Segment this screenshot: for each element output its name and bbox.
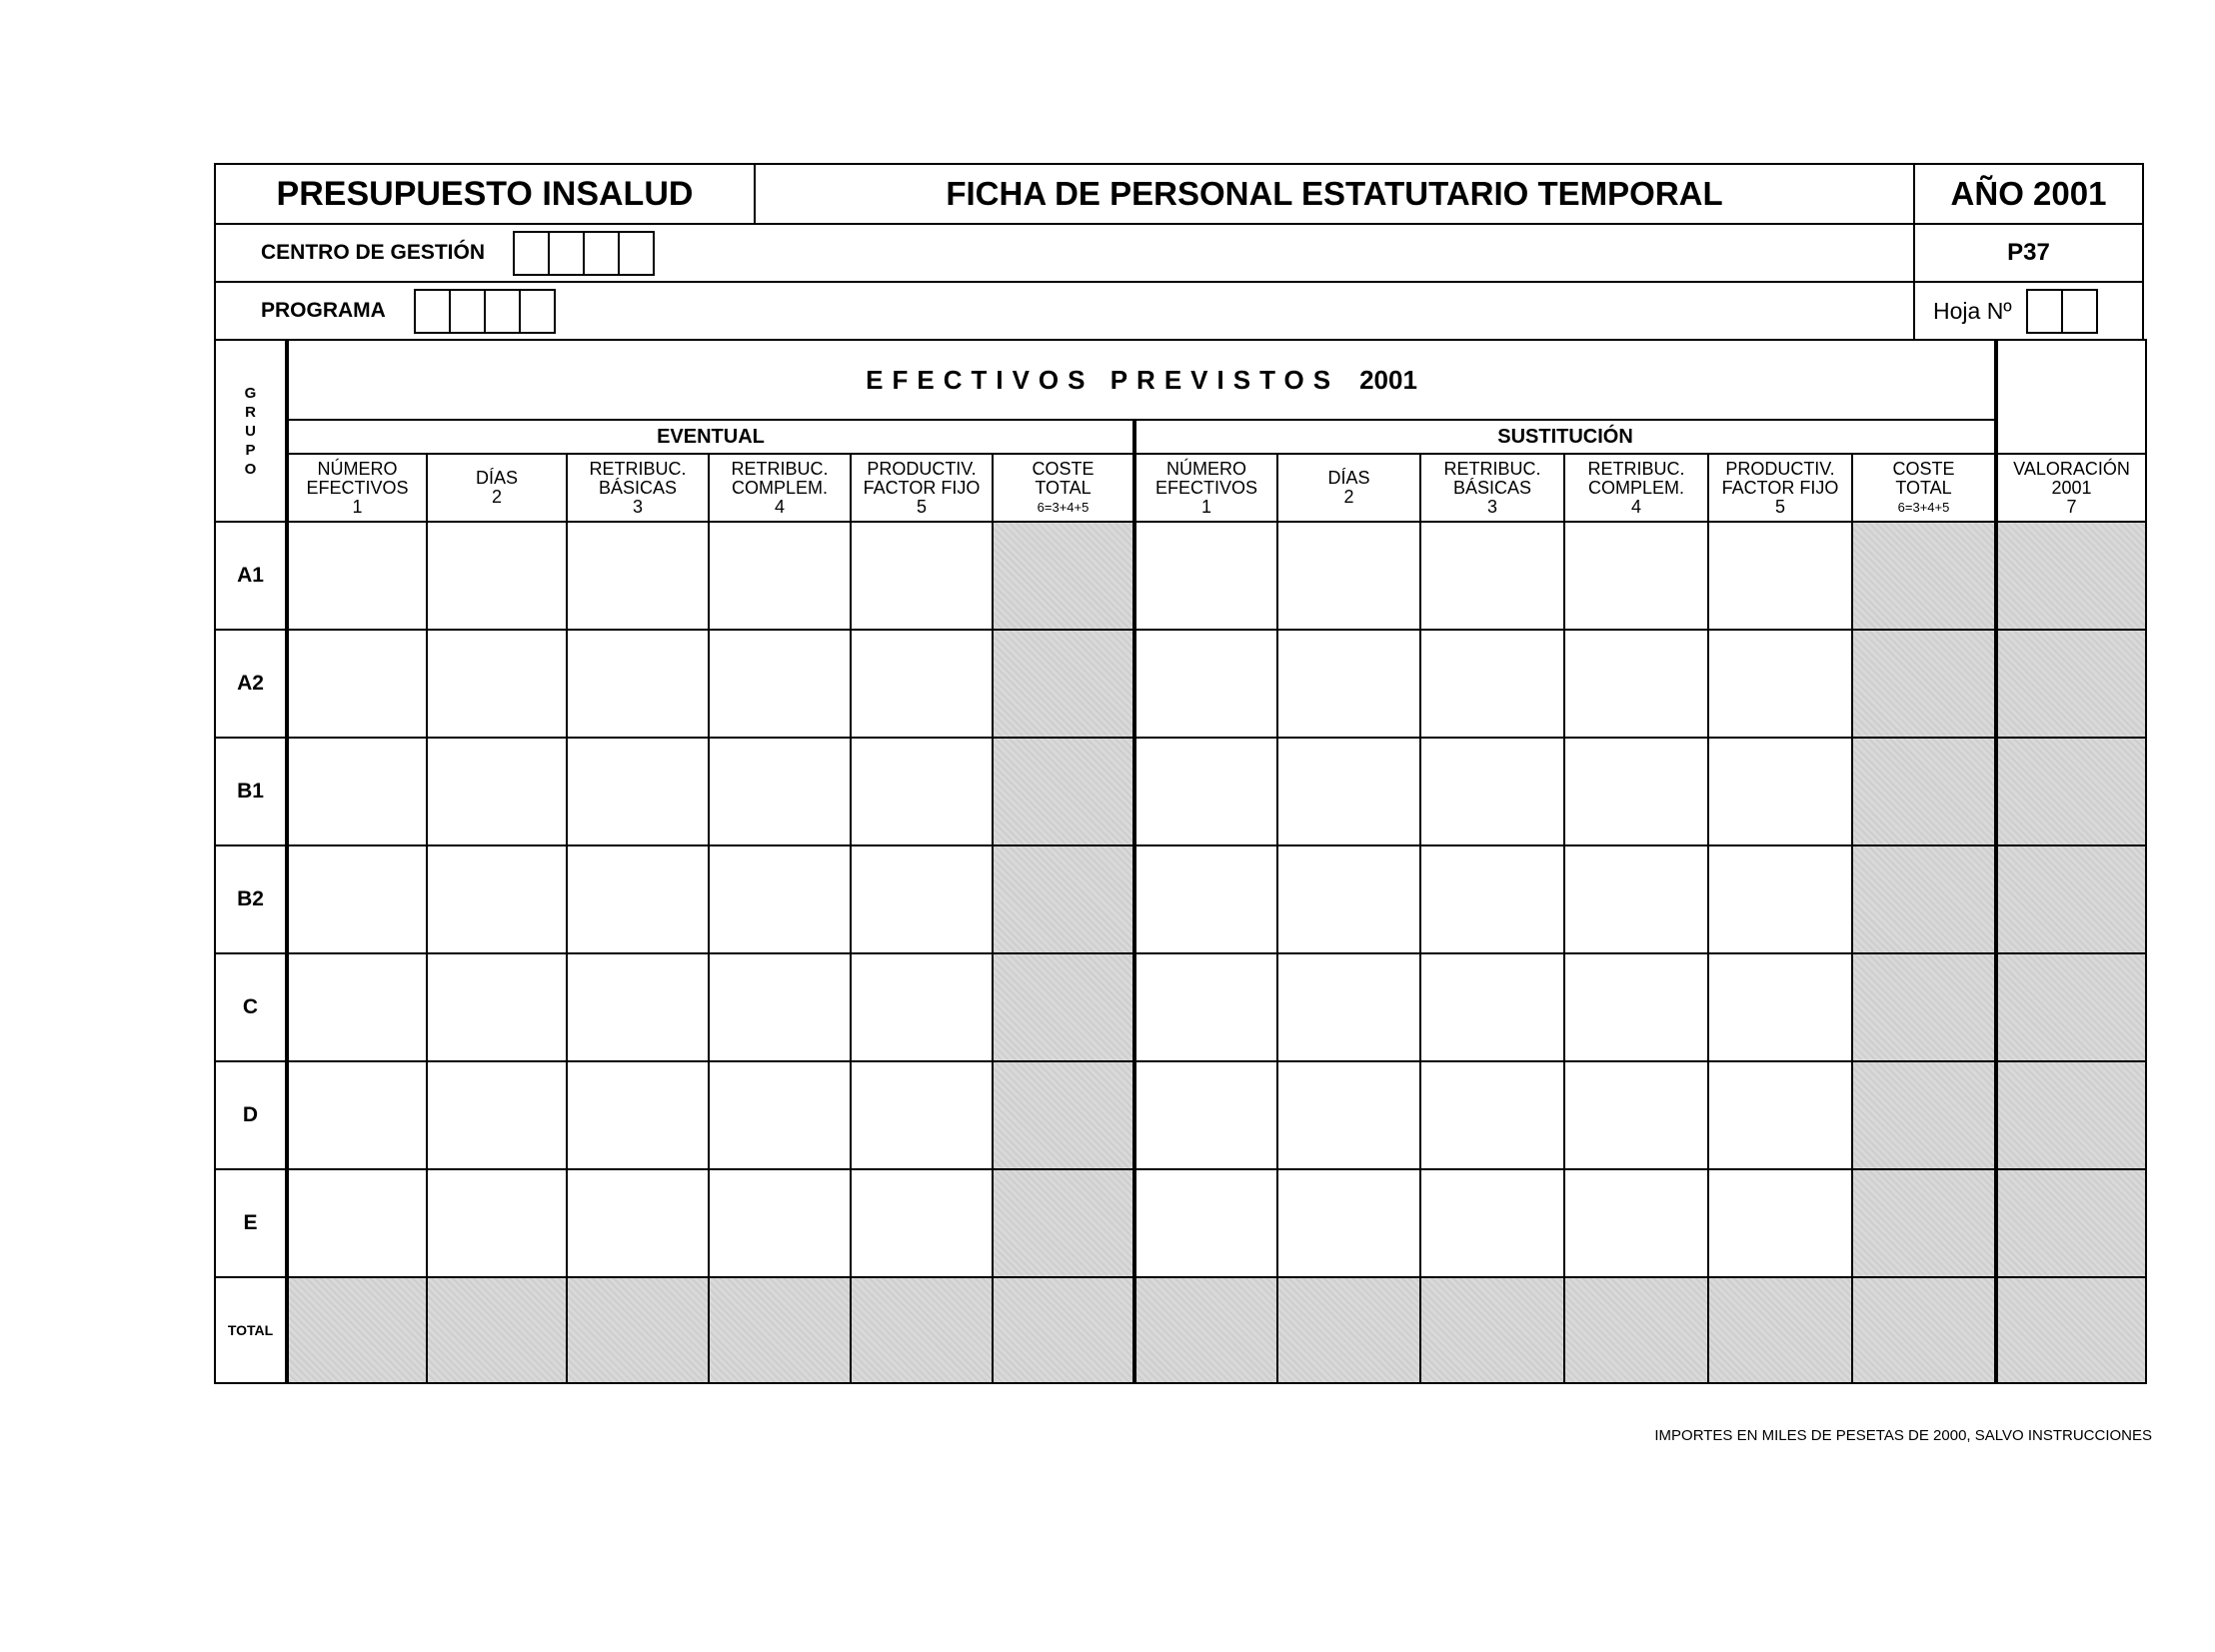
input-cell[interactable]: [851, 630, 993, 738]
input-cell[interactable]: [1708, 1061, 1852, 1169]
row-label: D: [215, 1061, 287, 1169]
input-cell[interactable]: [993, 845, 1134, 953]
input-cell[interactable]: [709, 1061, 851, 1169]
input-cell[interactable]: [851, 522, 993, 630]
input-cell[interactable]: [1708, 630, 1852, 738]
total-row: [215, 1277, 2146, 1383]
input-cell[interactable]: [427, 953, 567, 1061]
input-cell[interactable]: [567, 738, 709, 845]
table-row: [215, 1169, 2146, 1277]
input-cell[interactable]: [1277, 845, 1420, 953]
input-cell[interactable]: [1564, 630, 1708, 738]
input-cell[interactable]: [567, 630, 709, 738]
input-cell[interactable]: [993, 1169, 1134, 1277]
eventual-col-3: RETRIBUC. BÁSICAS 3: [567, 454, 709, 522]
input-cell[interactable]: [1277, 1061, 1420, 1169]
hoja-label: Hoja Nº: [1933, 297, 2012, 324]
eventual-header: EVENTUAL: [287, 420, 1134, 454]
input-cell[interactable]: [1134, 1277, 1277, 1383]
input-cell[interactable]: [287, 845, 427, 953]
input-cell[interactable]: [993, 738, 1134, 845]
input-cell[interactable]: [1134, 953, 1277, 1061]
row-label: B2: [215, 845, 287, 953]
centro-label: CENTRO DE GESTIÓN: [261, 241, 486, 264]
input-cell[interactable]: [1277, 738, 1420, 845]
input-cell[interactable]: [1852, 845, 1996, 953]
sustitucion-col-5: PRODUCTIV. FACTOR FIJO 5: [1708, 454, 1852, 522]
eventual-col-6: COSTE TOTAL 6=3+4+5: [993, 454, 1134, 522]
grupo-header: G R U P O: [215, 340, 287, 522]
eventual-col-2: DÍAS 2: [427, 454, 567, 522]
input-cell[interactable]: [1996, 1061, 2146, 1169]
input-cell[interactable]: [427, 1277, 567, 1383]
input-cell[interactable]: [1134, 1169, 1277, 1277]
input-cell[interactable]: [1852, 1277, 1996, 1383]
input-cell[interactable]: [1852, 522, 1996, 630]
table-row: [215, 522, 2146, 630]
input-cell[interactable]: [1996, 953, 2146, 1061]
sustitucion-col-2: DÍAS 2: [1277, 454, 1420, 522]
input-cell[interactable]: [1708, 1169, 1852, 1277]
programa-label: PROGRAMA: [261, 299, 386, 322]
input-cell[interactable]: [1564, 522, 1708, 630]
input-cell[interactable]: [427, 522, 567, 630]
sustitucion-col-1: NÚMERO EFECTIVOS 1: [1134, 454, 1277, 522]
input-cell[interactable]: [1420, 630, 1564, 738]
eventual-col-5: PRODUCTIV. FACTOR FIJO 5: [851, 454, 993, 522]
input-cell[interactable]: [1277, 1169, 1420, 1277]
input-cell[interactable]: [287, 1061, 427, 1169]
efectivos-table: [214, 339, 2147, 1384]
input-cell[interactable]: [1996, 630, 2146, 738]
input-cell[interactable]: [1564, 953, 1708, 1061]
programa-code-field[interactable]: [416, 289, 556, 334]
input-cell[interactable]: [1277, 1277, 1420, 1383]
hoja-number-field[interactable]: [2028, 289, 2098, 334]
input-cell[interactable]: [1996, 738, 2146, 845]
budget-form: [214, 163, 2142, 1384]
input-cell[interactable]: [851, 845, 993, 953]
blank-header-cell: [1996, 340, 2146, 454]
input-cell[interactable]: [567, 845, 709, 953]
row-label: A1: [215, 522, 287, 630]
input-cell[interactable]: [1277, 953, 1420, 1061]
eventual-col-4: RETRIBUC. COMPLEM. 4: [709, 454, 851, 522]
input-cell[interactable]: [993, 953, 1134, 1061]
form-header: [214, 163, 2144, 341]
valoracion-col: VALORACIÓN 2001 7: [1996, 454, 2146, 522]
input-cell[interactable]: [427, 845, 567, 953]
input-cell[interactable]: [567, 1061, 709, 1169]
input-cell[interactable]: [1708, 953, 1852, 1061]
input-cell[interactable]: [1277, 522, 1420, 630]
input-cell[interactable]: [427, 1169, 567, 1277]
row-label: TOTAL: [215, 1277, 287, 1383]
input-cell[interactable]: [1420, 1061, 1564, 1169]
input-cell[interactable]: [1708, 522, 1852, 630]
input-cell[interactable]: [427, 1061, 567, 1169]
input-cell[interactable]: [1134, 522, 1277, 630]
row-label: E: [215, 1169, 287, 1277]
input-cell[interactable]: [287, 738, 427, 845]
input-cell[interactable]: [1852, 1061, 1996, 1169]
input-cell[interactable]: [567, 522, 709, 630]
centro-row: [215, 224, 1914, 282]
input-cell[interactable]: [993, 522, 1134, 630]
input-cell[interactable]: [1564, 845, 1708, 953]
form-code: P37: [1914, 224, 2143, 282]
input-cell[interactable]: [567, 953, 709, 1061]
input-cell[interactable]: [993, 630, 1134, 738]
centro-code-field[interactable]: [515, 231, 655, 276]
table-row: [215, 630, 2146, 738]
input-cell[interactable]: [567, 1169, 709, 1277]
input-cell[interactable]: [851, 738, 993, 845]
input-cell[interactable]: [709, 738, 851, 845]
sustitucion-col-3: RETRIBUC. BÁSICAS 3: [1420, 454, 1564, 522]
input-cell[interactable]: [287, 1277, 427, 1383]
input-cell[interactable]: [851, 1061, 993, 1169]
sustitucion-header: SUSTITUCIÓN: [1134, 420, 1996, 454]
input-cell[interactable]: [709, 1277, 851, 1383]
input-cell[interactable]: [709, 953, 851, 1061]
input-cell[interactable]: [1852, 630, 1996, 738]
footnote: IMPORTES EN MILES DE PESETAS DE 2000, SALVO INSTRUCCIONES: [1654, 1427, 2152, 1444]
form-subtitle: FICHA DE PERSONAL ESTATUTARIO TEMPORAL: [755, 164, 1914, 224]
section-title: EFECTIVOS PREVISTOS 2001: [287, 340, 1996, 420]
input-cell[interactable]: [851, 953, 993, 1061]
input-cell[interactable]: [1134, 738, 1277, 845]
input-cell[interactable]: [1852, 1169, 1996, 1277]
input-cell[interactable]: [1852, 953, 1996, 1061]
input-cell[interactable]: [993, 1277, 1134, 1383]
input-cell[interactable]: [1420, 845, 1564, 953]
input-cell[interactable]: [1564, 1169, 1708, 1277]
input-cell[interactable]: [851, 1169, 993, 1277]
input-cell[interactable]: [287, 630, 427, 738]
input-cell[interactable]: [709, 522, 851, 630]
row-label: A2: [215, 630, 287, 738]
form-title: PRESUPUESTO INSALUD: [215, 164, 755, 224]
input-cell[interactable]: [1708, 738, 1852, 845]
programa-row: [215, 282, 1914, 340]
input-cell[interactable]: [1420, 522, 1564, 630]
input-cell[interactable]: [1708, 845, 1852, 953]
input-cell[interactable]: [1564, 738, 1708, 845]
table-row: [215, 845, 2146, 953]
input-cell[interactable]: [1852, 738, 1996, 845]
input-cell[interactable]: [427, 738, 567, 845]
input-cell[interactable]: [1420, 738, 1564, 845]
input-cell[interactable]: [1996, 1277, 2146, 1383]
sustitucion-col-4: RETRIBUC. COMPLEM. 4: [1564, 454, 1708, 522]
input-cell[interactable]: [1708, 1277, 1852, 1383]
input-cell[interactable]: [287, 953, 427, 1061]
input-cell[interactable]: [287, 1169, 427, 1277]
input-cell[interactable]: [287, 522, 427, 630]
row-label: C: [215, 953, 287, 1061]
input-cell[interactable]: [567, 1277, 709, 1383]
input-cell[interactable]: [1420, 953, 1564, 1061]
input-cell[interactable]: [709, 630, 851, 738]
input-cell[interactable]: [1420, 1169, 1564, 1277]
input-cell[interactable]: [1996, 1169, 2146, 1277]
input-cell[interactable]: [1564, 1277, 1708, 1383]
hoja-cell: [1914, 282, 2143, 340]
input-cell[interactable]: [1564, 1061, 1708, 1169]
table-row: [215, 738, 2146, 845]
input-cell[interactable]: [993, 1061, 1134, 1169]
input-cell[interactable]: [1420, 1277, 1564, 1383]
input-cell[interactable]: [709, 845, 851, 953]
input-cell[interactable]: [1134, 845, 1277, 953]
eventual-col-1: NÚMERO EFECTIVOS 1: [287, 454, 427, 522]
table-row: [215, 953, 2146, 1061]
input-cell[interactable]: [709, 1169, 851, 1277]
input-cell[interactable]: [1996, 522, 2146, 630]
input-cell[interactable]: [1996, 845, 2146, 953]
input-cell[interactable]: [1277, 630, 1420, 738]
input-cell[interactable]: [427, 630, 567, 738]
form-year: AÑO 2001: [1914, 164, 2143, 224]
input-cell[interactable]: [851, 1277, 993, 1383]
input-cell[interactable]: [1134, 630, 1277, 738]
row-label: B1: [215, 738, 287, 845]
input-cell[interactable]: [1134, 1061, 1277, 1169]
sustitucion-col-6: COSTE TOTAL 6=3+4+5: [1852, 454, 1996, 522]
table-row: [215, 1061, 2146, 1169]
